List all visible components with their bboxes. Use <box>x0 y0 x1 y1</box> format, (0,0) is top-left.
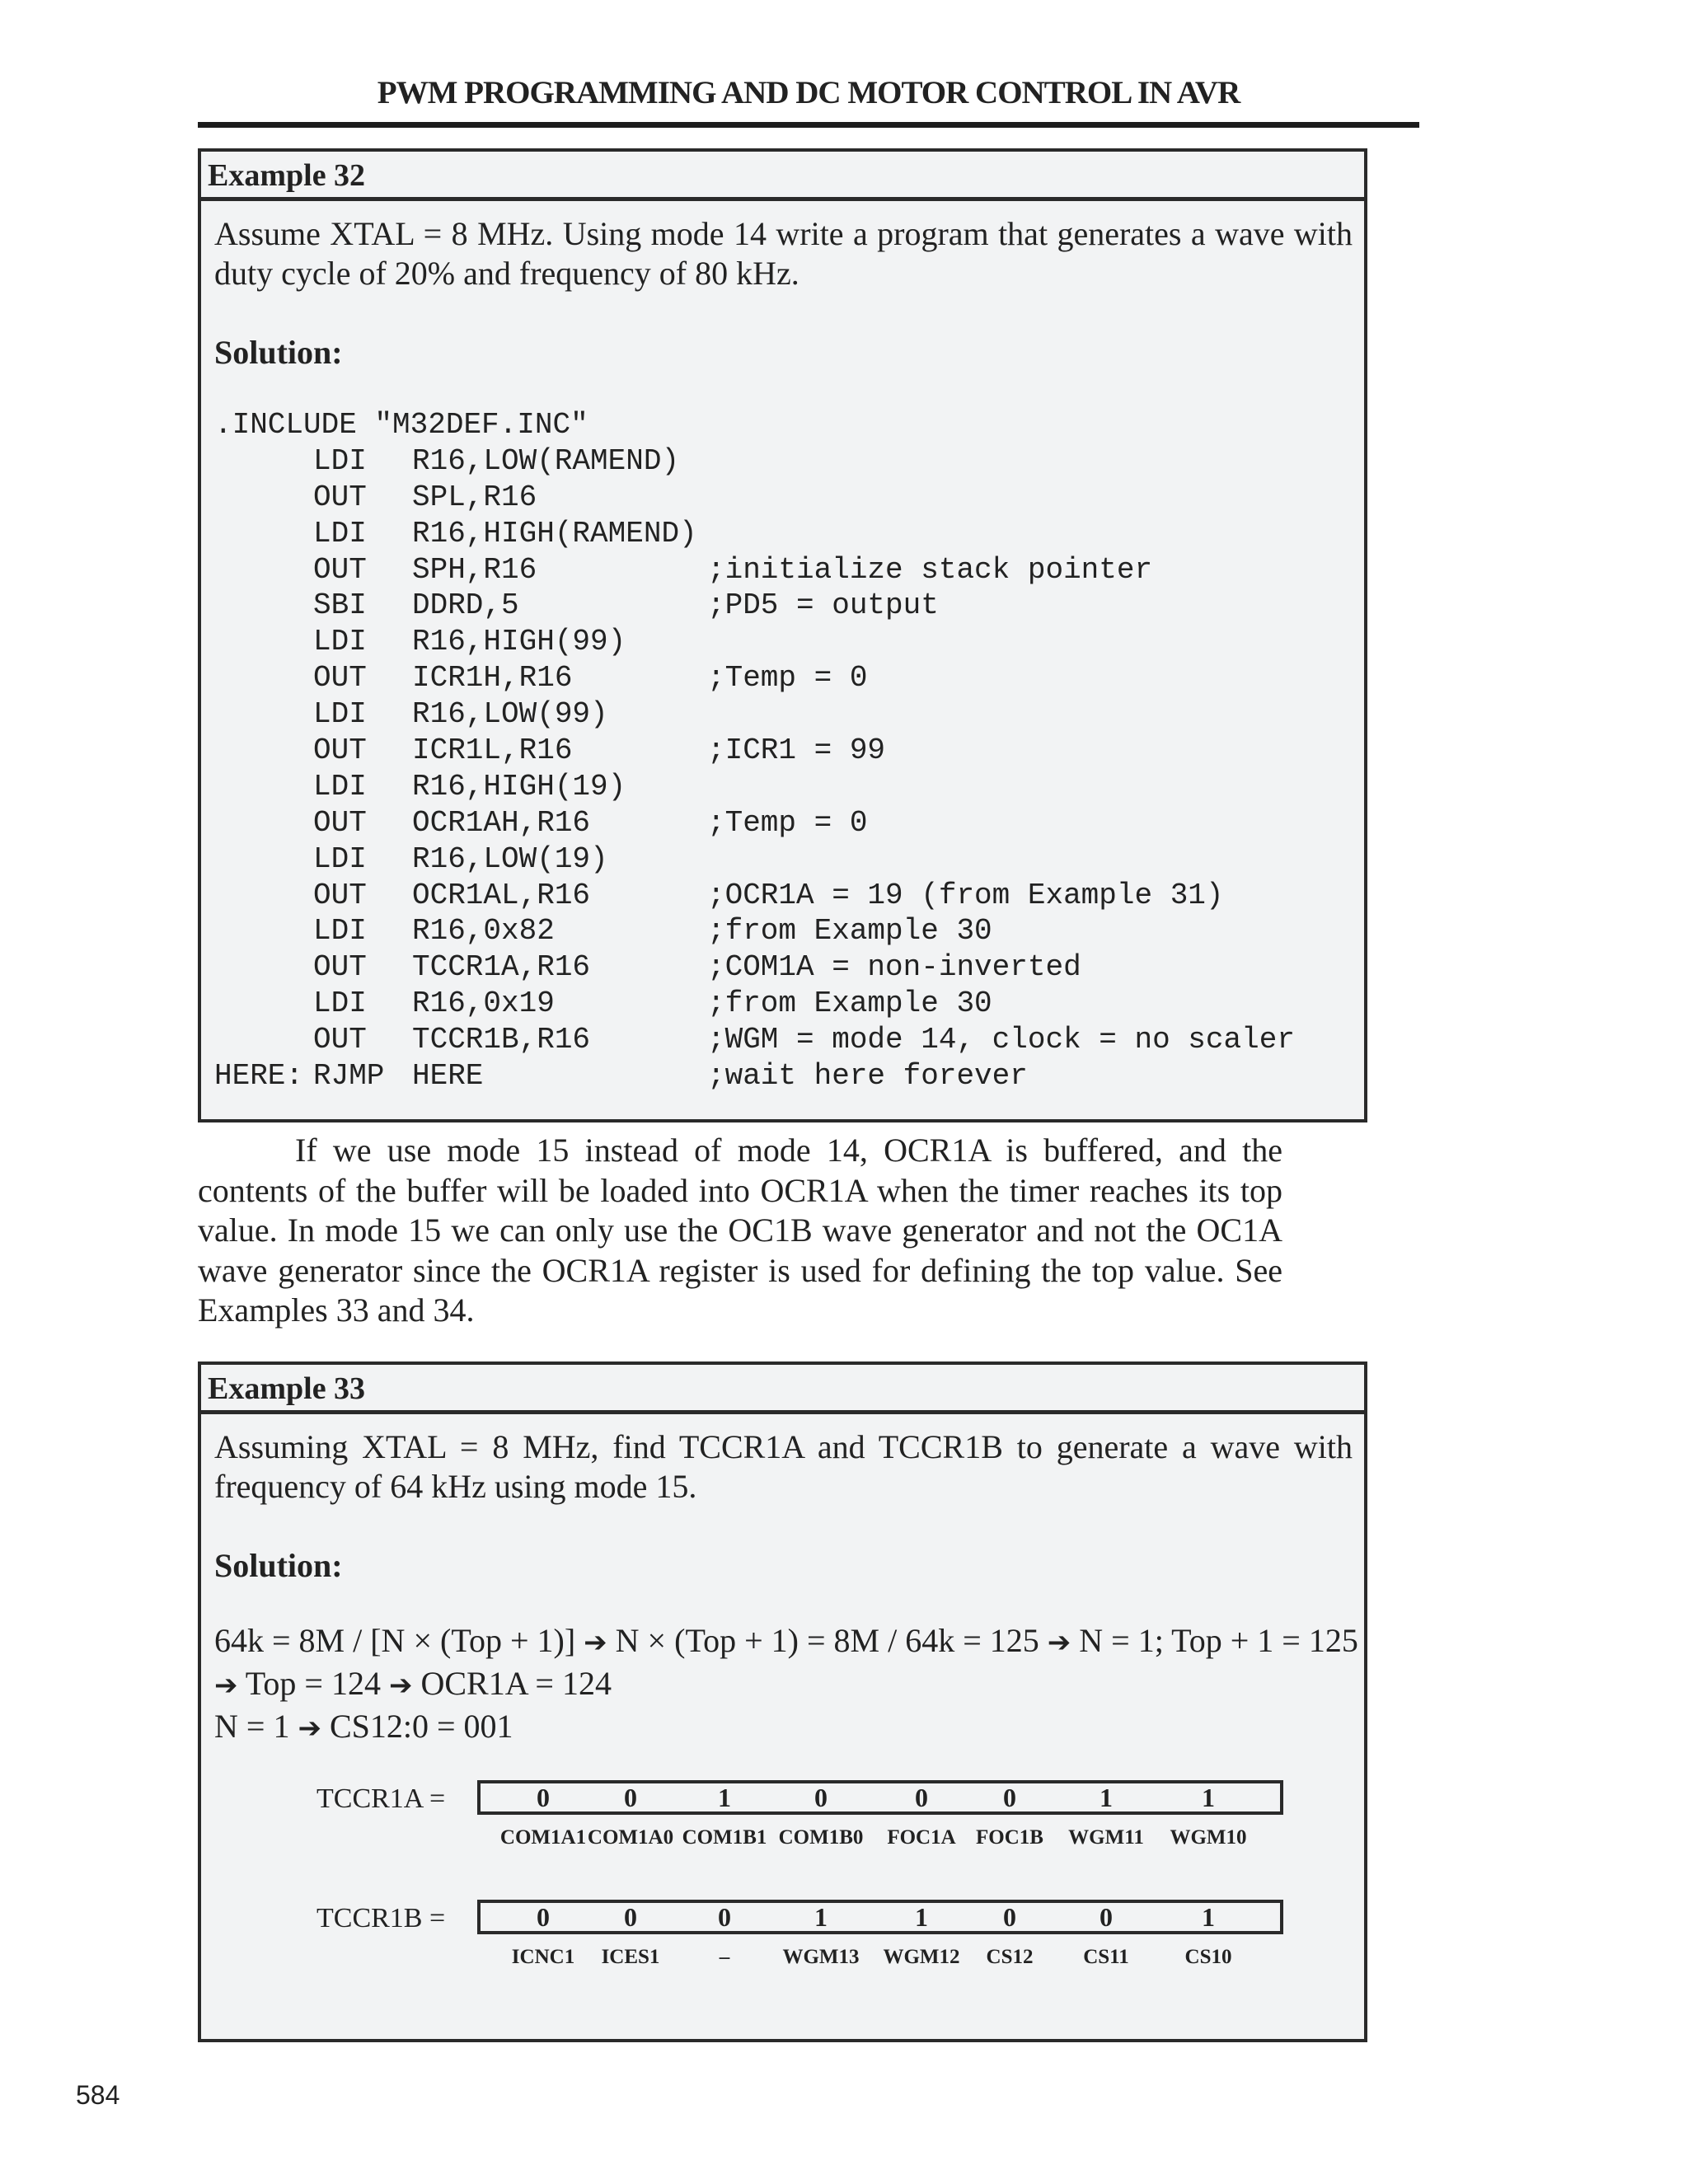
example-body <box>201 214 1364 1094</box>
math-text: Top = 124 <box>237 1665 389 1702</box>
code-label: HERE: <box>214 1059 304 1094</box>
math-text: 64k = 8M / [N × (Top + 1)] <box>214 1622 584 1659</box>
arrow-right-icon: ➔ <box>1047 1626 1071 1659</box>
register-bit-name: WGM11 <box>1068 1826 1144 1849</box>
register-bit-value: 0 <box>537 1902 550 1932</box>
register-bit-name: COM1A0 <box>587 1826 674 1849</box>
register-bit-name: FOC1A <box>887 1826 956 1849</box>
code-line <box>214 407 1353 443</box>
register-bit-name: COM1A1 <box>499 1826 587 1849</box>
register-bit-value: 0 <box>624 1783 637 1812</box>
register-bit-value: 1 <box>1100 1783 1113 1812</box>
register-bit-value: 0 <box>624 1902 637 1932</box>
code-opcode: OUT <box>313 552 367 587</box>
code-comment: ;PD5 = output <box>707 588 939 623</box>
math-text: CS12:0 = 001 <box>321 1708 513 1745</box>
code-opcode: OUT <box>313 878 367 912</box>
code-line <box>214 660 1353 696</box>
register-bit-name: – <box>719 1946 730 1968</box>
code-opcode: OUT <box>313 950 367 985</box>
example-32-box <box>198 148 1367 1122</box>
register-bit-value: 0 <box>1003 1902 1016 1932</box>
problem-statement: Assume XTAL = 8 MHz. Using mode 14 write a program that generates a wave with duty cycle of 20% and frequency of 80 kHz. <box>214 215 1353 292</box>
code-line <box>214 480 1353 516</box>
code-comment: ;wait here forever <box>707 1059 1028 1094</box>
code-line <box>214 588 1353 624</box>
code-opcode: OUT <box>313 661 367 696</box>
code-line <box>214 1058 1353 1094</box>
code-opcode: OUT <box>313 733 367 768</box>
code-comment: ;initialize stack pointer <box>707 552 1153 587</box>
register-label: TCCR1B = <box>316 1903 446 1933</box>
code-operand: ICR1H,R16 <box>412 661 573 696</box>
register-bit-value: 1 <box>915 1902 928 1932</box>
code-comment: ;WGM = mode 14, clock = no scaler <box>707 1023 1295 1057</box>
register-bit-name: CS12 <box>986 1946 1034 1968</box>
code-operand: OCR1AL,R16 <box>412 878 591 912</box>
code-opcode: LDI <box>313 516 367 551</box>
code-opcode: LDI <box>313 841 367 876</box>
code-line <box>214 733 1353 769</box>
code-comment: ;from Example 30 <box>707 987 992 1021</box>
code-operand: R16,LOW(19) <box>412 841 608 876</box>
code-line <box>214 552 1353 588</box>
register-bit-name: ICNC1 <box>511 1946 575 1968</box>
code-operand: OCR1AH,R16 <box>412 805 591 840</box>
register-bit-value: 0 <box>537 1783 550 1812</box>
math-text: OCR1A = 124 <box>412 1665 612 1702</box>
code-line <box>214 913 1353 949</box>
code-opcode: OUT <box>313 805 367 840</box>
register-bit-value: 1 <box>1202 1783 1215 1812</box>
code-line <box>214 443 1353 480</box>
register-bit-name: ICES1 <box>601 1946 660 1968</box>
code-line <box>214 624 1353 660</box>
code-comment: ;ICR1 = 99 <box>707 733 886 768</box>
code-line <box>214 1022 1353 1058</box>
arrow-right-icon: ➔ <box>298 1712 321 1745</box>
math-text: N = 1; Top + 1 = 125 <box>1071 1622 1358 1659</box>
code-operand: ICR1L,R16 <box>412 733 573 768</box>
code-opcode: OUT <box>313 480 367 514</box>
register-bit-name: CS11 <box>1083 1946 1129 1968</box>
code-line <box>214 696 1353 733</box>
register-bit-value: 1 <box>718 1783 731 1812</box>
register-bit-value: 1 <box>814 1902 828 1932</box>
code-line <box>214 949 1353 986</box>
code-operand: R16,0x82 <box>412 914 555 949</box>
code-opcode: OUT <box>313 1023 367 1057</box>
register-bit-box <box>477 1780 1283 1815</box>
arrow-right-icon: ➔ <box>584 1626 607 1659</box>
register-bit-value: 0 <box>814 1783 828 1812</box>
register-bit-name: WGM10 <box>1170 1826 1247 1849</box>
code-operand: R16,HIGH(99) <box>412 625 626 659</box>
math-line <box>214 1663 1353 1706</box>
example-body <box>201 1427 1364 1749</box>
code-opcode: LDI <box>313 914 367 949</box>
register-bit-value: 0 <box>915 1783 928 1812</box>
code-comment: ;from Example 30 <box>707 914 992 949</box>
math-line <box>214 1620 1358 1663</box>
code-operand: TCCR1A,R16 <box>412 950 591 985</box>
code-comment: ;COM1A = non-inverted <box>707 950 1081 985</box>
code-operand: R16,LOW(RAMEND) <box>412 443 680 478</box>
register-bit-name: FOC1B <box>976 1826 1043 1849</box>
code-comment: ;Temp = 0 <box>707 661 868 696</box>
code-label: .INCLUDE "M32DEF.INC" <box>214 408 588 442</box>
code-comment: ;OCR1A = 19 (from Example 31) <box>707 878 1224 912</box>
code-opcode: SBI <box>313 588 367 623</box>
paragraph-text: If we use mode 15 instead of mode 14, OCR1A is buffered, and the contents of the buffer will be loaded into OCR1A when the timer reaches its top value. In mode 15 we can only use the OC1B wave generator and not the OC1A wave generator since the OCR1A register is used for defining the top value. See Examples 33 and 34. <box>198 1132 1282 1329</box>
code-operand: SPH,R16 <box>412 552 537 587</box>
arrow-right-icon: ➔ <box>214 1669 238 1702</box>
solution-label: Solution: <box>214 334 343 371</box>
arrow-right-icon: ➔ <box>388 1669 413 1702</box>
code-line <box>214 769 1353 805</box>
example-33-box <box>198 1361 1367 2042</box>
code-listing <box>214 407 1353 1094</box>
math-line <box>214 1706 1353 1749</box>
page-header: PWM PROGRAMMING AND DC MOTOR CONTROL IN AVR <box>377 75 1240 110</box>
math-text: N × (Top + 1) = 8M / 64k = 125 <box>607 1622 1048 1659</box>
code-opcode: LDI <box>313 697 367 732</box>
register-bit-name: COM1B0 <box>778 1826 864 1849</box>
code-comment: ;Temp = 0 <box>707 805 868 840</box>
code-opcode: LDI <box>313 625 367 659</box>
register-bit-box <box>477 1900 1283 1934</box>
page-number: 584 <box>76 2080 120 2110</box>
math-text: N = 1 <box>214 1708 298 1745</box>
register-bit-name: COM1B1 <box>682 1826 767 1849</box>
register-bit-name: CS10 <box>1184 1946 1232 1968</box>
code-opcode: LDI <box>313 769 367 804</box>
register-bit-name: WGM12 <box>883 1946 960 1968</box>
code-operand: R16,LOW(99) <box>412 697 608 732</box>
code-operand: R16,HIGH(19) <box>412 769 626 804</box>
code-opcode: LDI <box>313 443 367 478</box>
code-operand: DDRD,5 <box>412 588 519 623</box>
code-line <box>214 878 1353 914</box>
register-bit-value: 0 <box>718 1902 731 1932</box>
code-operand: R16,0x19 <box>412 987 555 1021</box>
problem-statement: Assuming XTAL = 8 MHz, find TCCR1A and TCCR1B to generate a wave with frequency of 64 kHz using mode 15. <box>214 1428 1353 1505</box>
example-title: Example 33 <box>201 1365 1364 1414</box>
body-paragraph <box>198 1131 1282 1331</box>
code-line <box>214 805 1353 841</box>
code-line <box>214 841 1353 878</box>
register-label: TCCR1A = <box>316 1783 446 1814</box>
header-rule <box>198 122 1419 128</box>
code-operand: TCCR1B,R16 <box>412 1023 591 1057</box>
register-bit-name: WGM13 <box>782 1946 860 1968</box>
code-line <box>214 986 1353 1022</box>
code-operand: HERE <box>412 1059 484 1094</box>
register-bit-value: 0 <box>1100 1902 1113 1932</box>
code-line <box>214 516 1353 552</box>
register-bit-value: 0 <box>1003 1783 1016 1812</box>
code-operand: SPL,R16 <box>412 480 537 514</box>
solution-label: Solution: <box>214 1547 343 1584</box>
code-operand: R16,HIGH(RAMEND) <box>412 516 697 551</box>
register-bit-value: 1 <box>1202 1902 1215 1932</box>
code-opcode: LDI <box>313 987 367 1021</box>
code-opcode: RJMP <box>313 1059 385 1094</box>
example-title: Example 32 <box>201 152 1364 201</box>
solution-math <box>214 1620 1358 1749</box>
